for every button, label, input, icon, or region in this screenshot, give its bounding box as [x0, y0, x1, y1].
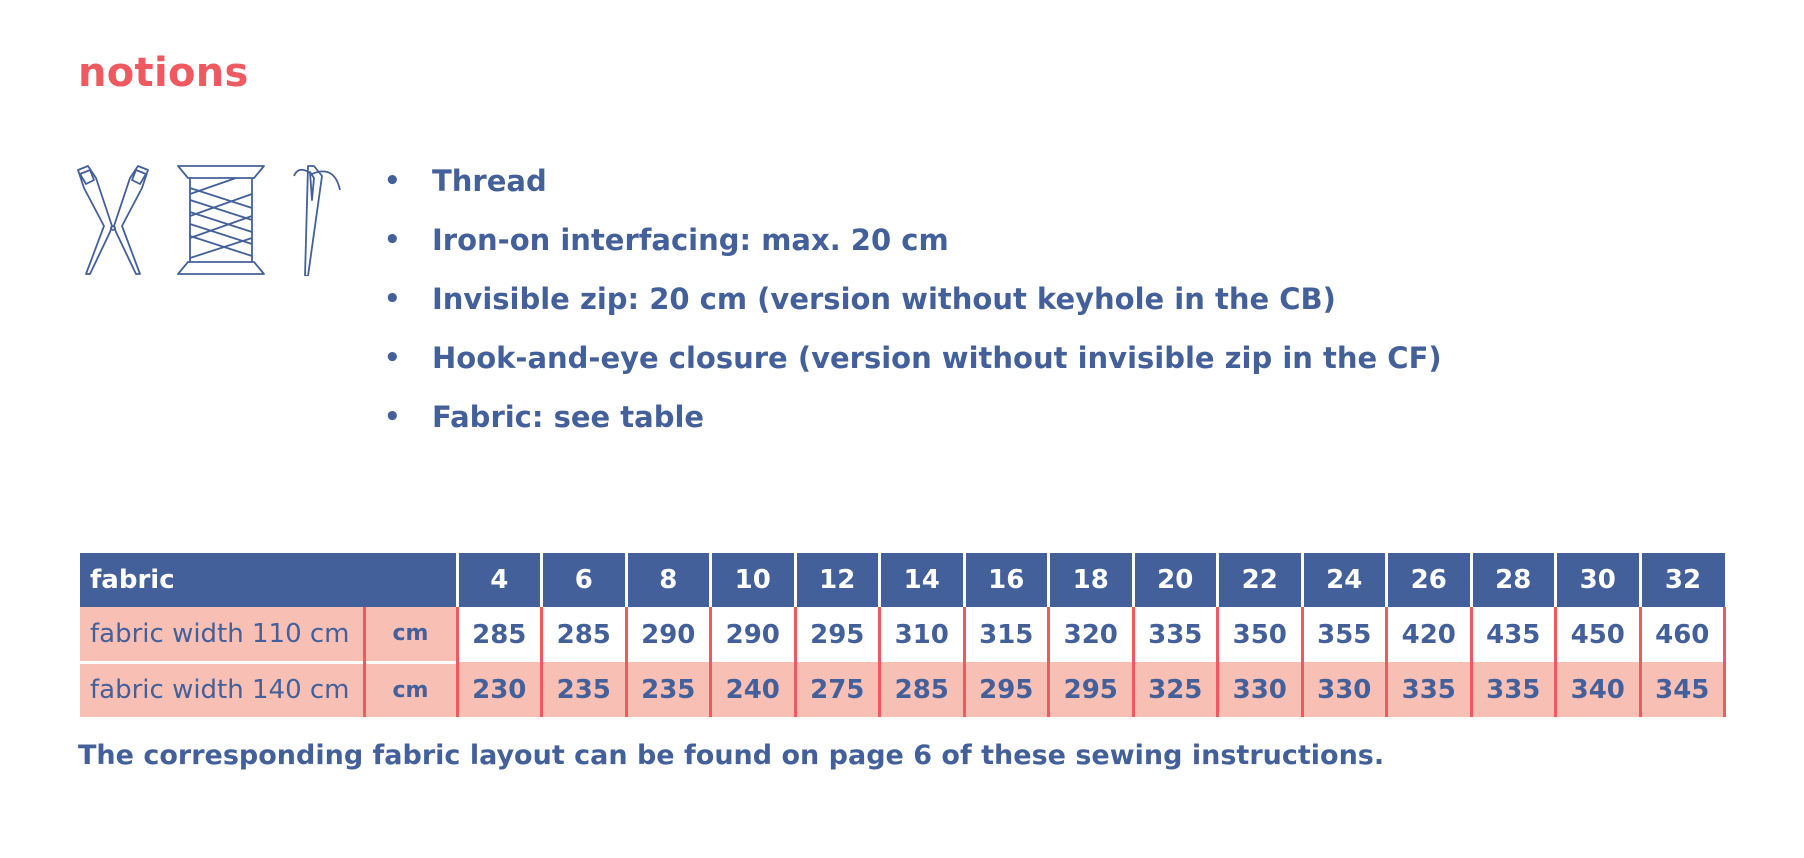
list-item: • Iron-on interfacing: max. 20 cm	[384, 223, 949, 257]
table-cell: 240	[711, 662, 796, 717]
row-unit: cm	[364, 662, 457, 717]
fabric-header: fabric	[80, 553, 457, 607]
list-item: • Hook-and-eye closure (version without invisible zip in the CF)	[384, 341, 1442, 375]
table-cell: 320	[1049, 607, 1134, 662]
size-header: 30	[1556, 553, 1641, 607]
table-cell: 350	[1218, 607, 1303, 662]
notions-icons	[76, 164, 356, 284]
table-row	[80, 607, 1725, 662]
size-header: 28	[1471, 553, 1556, 607]
table-cell: 330	[1218, 662, 1303, 717]
size-header: 10	[711, 553, 796, 607]
size-header: 20	[1133, 553, 1218, 607]
list-item: • Thread	[384, 164, 547, 198]
table-cell: 335	[1133, 607, 1218, 662]
table-cell: 235	[626, 662, 711, 717]
size-header: 4	[457, 553, 542, 607]
scissors-icon	[76, 164, 150, 276]
row-label: fabric width 110 cm	[80, 607, 364, 662]
table-row	[80, 662, 1725, 717]
fabric-table	[80, 553, 1726, 717]
thread-spool-icon	[176, 164, 266, 276]
table-cell: 290	[626, 607, 711, 662]
page-title: notions	[78, 50, 249, 96]
size-header: 18	[1049, 553, 1134, 607]
size-header: 8	[626, 553, 711, 607]
table-cell: 295	[795, 607, 880, 662]
size-header: 26	[1387, 553, 1472, 607]
table-cell: 325	[1133, 662, 1218, 717]
notions-list	[384, 156, 1442, 451]
table-cell: 295	[1049, 662, 1134, 717]
table-cell: 435	[1471, 607, 1556, 662]
table-cell: 450	[1556, 607, 1641, 662]
table-cell: 310	[880, 607, 965, 662]
table-header-row	[80, 553, 1725, 607]
table-cell: 275	[795, 662, 880, 717]
table-cell: 460	[1640, 607, 1725, 662]
table-cell: 235	[542, 662, 627, 717]
table-cell: 330	[1302, 662, 1387, 717]
size-header: 32	[1640, 553, 1725, 607]
table-cell: 335	[1387, 662, 1472, 717]
needle-icon	[292, 164, 352, 276]
list-item: • Fabric: see table	[384, 400, 705, 434]
row-label: fabric width 140 cm	[80, 662, 364, 717]
list-item: • Invisible zip: 20 cm (version without keyhole in the CB)	[384, 282, 1336, 316]
size-header: 22	[1218, 553, 1303, 607]
table-cell: 285	[457, 607, 542, 662]
fabric-layout-note: The corresponding fabric layout can be found on page 6 of these sewing instructions.	[78, 740, 1385, 771]
table-cell: 315	[964, 607, 1049, 662]
size-header: 16	[964, 553, 1049, 607]
size-header: 6	[542, 553, 627, 607]
table-cell: 295	[964, 662, 1049, 717]
table-cell: 420	[1387, 607, 1472, 662]
table-cell: 345	[1640, 662, 1725, 717]
table-cell: 340	[1556, 662, 1641, 717]
row-unit: cm	[364, 607, 457, 662]
size-header: 12	[795, 553, 880, 607]
table-cell: 335	[1471, 662, 1556, 717]
table-cell: 285	[542, 607, 627, 662]
size-header: 14	[880, 553, 965, 607]
size-header: 24	[1302, 553, 1387, 607]
table-cell: 285	[880, 662, 965, 717]
table-cell: 230	[457, 662, 542, 717]
table-cell: 355	[1302, 607, 1387, 662]
table-cell: 290	[711, 607, 796, 662]
